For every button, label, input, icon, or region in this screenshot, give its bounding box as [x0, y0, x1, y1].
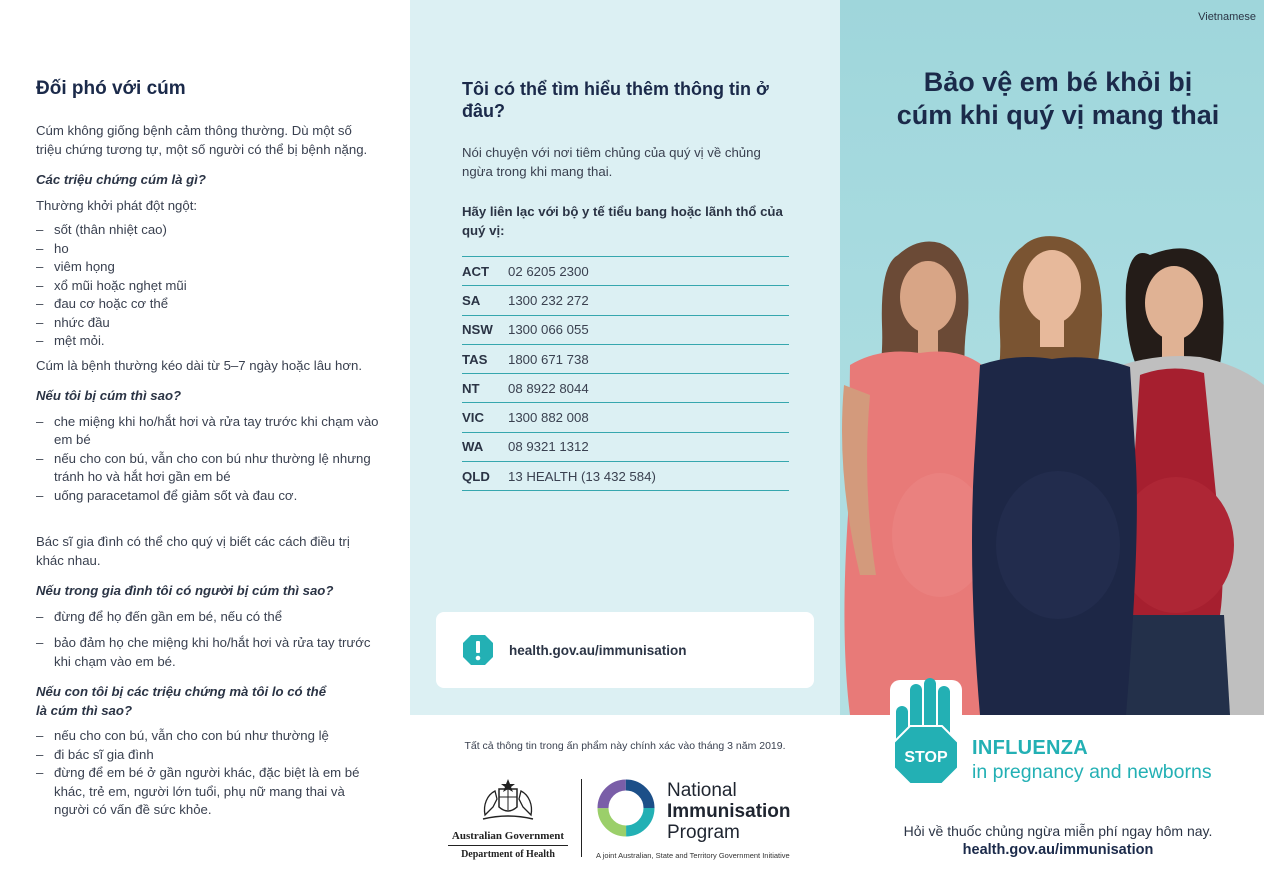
nip-line3: Program — [667, 822, 740, 843]
australian-government-logo — [448, 777, 568, 860]
list-item: – bảo đảm họ che miệng khi ho/hắt hơi và rửa tay trước khi chạm vào em bé. — [36, 634, 380, 671]
list-item: – đừng để họ đến gần em bé, nếu có thể — [36, 608, 380, 627]
nip-logo-text — [667, 780, 791, 843]
cta-link[interactable]: health.gov.au/immunisation — [962, 842, 1154, 858]
table-row — [462, 403, 789, 432]
list-item: – sốt (thân nhiệt cao) — [36, 221, 380, 240]
phone-number[interactable]: 08 8922 8044 — [508, 380, 589, 396]
cover-panel — [840, 0, 1264, 715]
department-name: Department of Health — [461, 849, 555, 860]
panel-more-info — [410, 0, 840, 715]
state-code: SA — [462, 292, 481, 308]
list-item: – uống paracetamol để giảm sốt và đau cơ. — [36, 487, 380, 506]
list-item: – nếu cho con bú, vẫn cho con bú như thường lệ — [36, 727, 380, 746]
cover-footer — [840, 715, 1264, 872]
baby-list — [36, 727, 380, 820]
website-link-box[interactable] — [436, 612, 814, 688]
symptoms-list — [36, 221, 380, 351]
nip-line2: Immunisation — [667, 801, 791, 822]
stop-label: STOP — [904, 749, 948, 766]
contact-lead: Hãy liên lạc với bộ y tế tiểu bang hoặc lãnh thổ của quý vị: — [462, 204, 783, 238]
cover-title — [840, 66, 1264, 132]
cover-title-line2: cúm khi quý vị mang thai — [896, 100, 1220, 130]
website-link[interactable]: health.gov.au/immunisation — [509, 642, 687, 658]
phone-number[interactable]: 1300 232 272 — [508, 292, 589, 308]
list-item: – đi bác sĩ gia đình — [36, 746, 380, 765]
nip-line1: National — [667, 780, 737, 801]
brand-subtitle: in pregnancy and newborns — [972, 761, 1212, 783]
table-row — [462, 286, 789, 315]
phone-number[interactable]: 1800 671 738 — [508, 351, 589, 367]
table-row — [462, 433, 789, 462]
list-item: – xổ mũi hoặc nghẹt mũi — [36, 277, 380, 296]
alert-icon — [462, 634, 494, 666]
list-item: – nếu cho con bú, vẫn cho con bú như thường lệ nhưng tránh ho và hắt hơi gần em bé — [36, 450, 380, 487]
talk-text: Nói chuyện với nơi tiêm chủng của quý vị về chủng ngừa trong khi mang thai. — [462, 145, 761, 179]
accuracy-note: Tất cả thông tin trong ấn phẩm này chính xác vào tháng 3 năm 2019. — [464, 740, 786, 752]
language-label: Vietnamese — [1198, 11, 1256, 23]
phone-number[interactable]: 08 9321 1312 — [508, 439, 589, 455]
duration-text: Cúm là bệnh thường kéo dài từ 5–7 ngày hoặc lâu hơn. — [36, 357, 363, 373]
list-item: – nhức đầu — [36, 314, 380, 333]
family-list — [36, 608, 380, 672]
nip-subtitle: A joint Australian, State and Territory Government Initiative — [596, 851, 790, 860]
state-code: QLD — [462, 468, 490, 484]
gov-name: Australian Government — [448, 830, 568, 846]
cover-title-line1: Bảo vệ em bé khỏi bị — [923, 67, 1193, 97]
panel-title: Đối phó với cúm — [36, 78, 186, 99]
call-to-action: Hỏi về thuốc chủng ngừa miễn phí ngay hôm nay. — [903, 823, 1213, 839]
pregnant-women-photo — [840, 215, 1264, 715]
list-item: – che miệng khi ho/hắt hơi và rửa tay trước khi chạm vào em bé — [36, 413, 380, 450]
if-flu-list — [36, 413, 380, 506]
table-row — [462, 316, 789, 345]
phone-number[interactable]: 02 6205 2300 — [508, 263, 589, 279]
phone-number[interactable]: 1300 882 008 — [508, 410, 589, 426]
phone-number[interactable]: 1300 066 055 — [508, 322, 589, 338]
logo-divider — [581, 779, 582, 857]
state-code: WA — [462, 439, 484, 455]
list-item: – mệt mỏi. — [36, 332, 380, 351]
intro-text: Cúm không giống bệnh cảm thông thường. Dù một số triệu chứng tương tự, một số người có thể bị bệnh nặng. — [36, 123, 368, 157]
table-row — [462, 257, 789, 286]
state-code: ACT — [462, 263, 490, 279]
symptoms-question: Các triệu chứng cúm là gì? — [36, 172, 206, 187]
family-question: Nếu trong gia đình tôi có người bị cúm thì sao? — [36, 583, 334, 598]
gp-text: Bác sĩ gia đình có thể cho quý vị biết các cách điều trị khác nhau. — [36, 534, 350, 568]
brand-title: INFLUENZA — [972, 737, 1089, 759]
table-row — [462, 462, 789, 491]
stop-hand-icon — [888, 670, 964, 792]
if-flu-question: Nếu tôi bị cúm thì sao? — [36, 388, 182, 403]
state-code: NT — [462, 380, 480, 396]
list-item: – viêm họng — [36, 258, 380, 277]
state-code: VIC — [462, 410, 484, 426]
coat-of-arms-icon — [477, 777, 539, 823]
table-row — [462, 374, 789, 403]
table-row — [462, 345, 789, 374]
list-item: – ho — [36, 240, 380, 259]
phone-number[interactable]: 13 HEALTH (13 432 584) — [508, 468, 656, 484]
symptoms-lead: Thường khởi phát đột ngột: — [36, 197, 198, 213]
contacts-table — [462, 256, 789, 491]
panel-title: Tôi có thể tìm hiểu thêm thông tin ở đâu? — [462, 79, 769, 121]
state-code: NSW — [462, 322, 493, 338]
immunisation-ring-icon — [595, 777, 657, 839]
list-item: – đừng để em bé ở gần người khác, đặc biệt là em bé khác, trẻ em, người lớn tuổi, phụ nữ mang thai và người có vấn đề sức khỏe. — [36, 764, 380, 820]
state-code: TAS — [462, 351, 488, 367]
list-item: – đau cơ hoặc cơ thể — [36, 295, 380, 314]
baby-question: Nếu con tôi bị các triệu chứng mà tôi lo có thể là cúm thì sao? — [36, 684, 327, 718]
panel-coping-with-flu — [0, 0, 410, 872]
logos-footer — [410, 715, 840, 872]
